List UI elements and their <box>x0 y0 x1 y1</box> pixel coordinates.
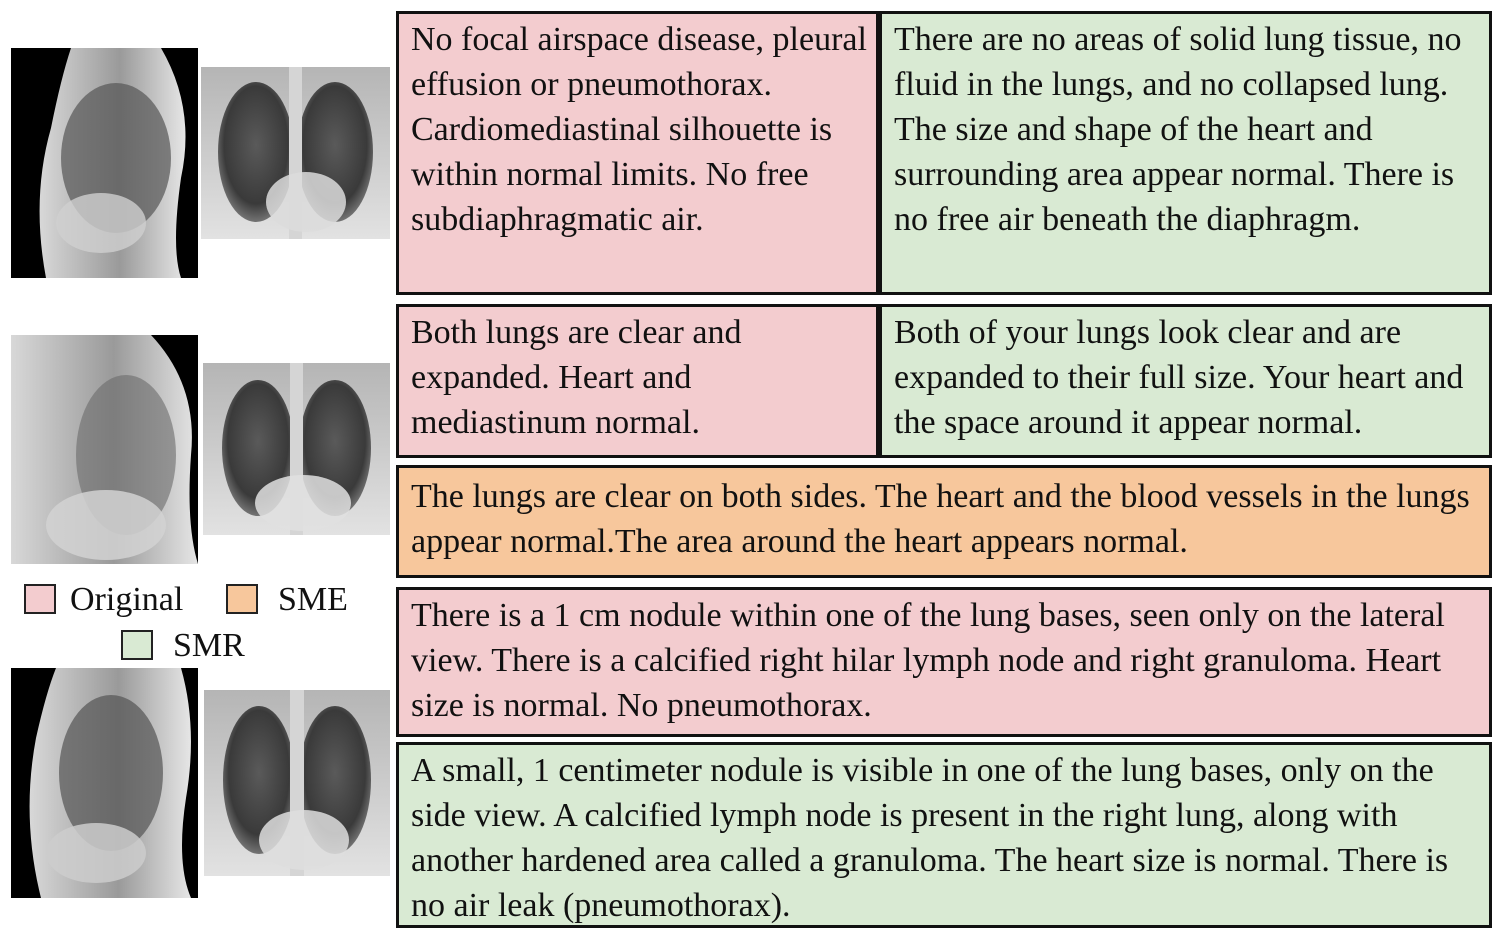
frontal-xray-1 <box>201 67 390 239</box>
lateral-xray-3 <box>11 668 198 898</box>
legend-swatch-sme <box>226 584 258 614</box>
frontal-xray-2 <box>203 363 390 535</box>
legend-label-smr: SMR <box>173 627 245 664</box>
sme-report-2: The lungs are clear on both sides. The heart and the blood vessels in the lungs appear normal.The area around the heart appears normal. <box>396 465 1492 578</box>
smr-report-2: Both of your lungs look clear and are expanded to their full size. Your heart and the space around it appear normal. <box>879 304 1492 458</box>
original-report-1: No focal airspace disease, pleural effusion or pneumothorax. Cardiomediastinal silhouette is within normal limits. No free subdiaphragmatic air. <box>396 11 879 295</box>
legend-swatch-smr <box>121 630 153 660</box>
original-report-3: There is a 1 cm nodule within one of the lung bases, seen only on the lateral view. There is a calcified right hilar lymph node and right granuloma. Heart size is normal. No pneumothorax. <box>396 587 1492 737</box>
legend-label-sme: SME <box>278 581 348 618</box>
smr-report-3: A small, 1 centimeter nodule is visible in one of the lung bases, only on the side view. A calcified lymph node is present in the right lung, along with another hardened area called a granuloma. The heart size is normal. There is no air leak (pneumothorax). <box>396 742 1492 928</box>
smr-report-1: There are no areas of solid lung tissue, no fluid in the lungs, and no collapsed lung. The size and shape of the heart and surrounding area appear normal. There is no free air beneath the diaphragm. <box>879 11 1492 295</box>
legend-swatch-original <box>24 584 56 614</box>
original-report-2: Both lungs are clear and expanded. Heart and mediastinum normal. <box>396 304 879 458</box>
frontal-xray-3 <box>204 690 390 876</box>
lateral-xray-2 <box>11 335 198 564</box>
legend <box>0 578 395 668</box>
lateral-xray-1 <box>11 48 198 278</box>
legend-label-original: Original <box>70 581 184 618</box>
